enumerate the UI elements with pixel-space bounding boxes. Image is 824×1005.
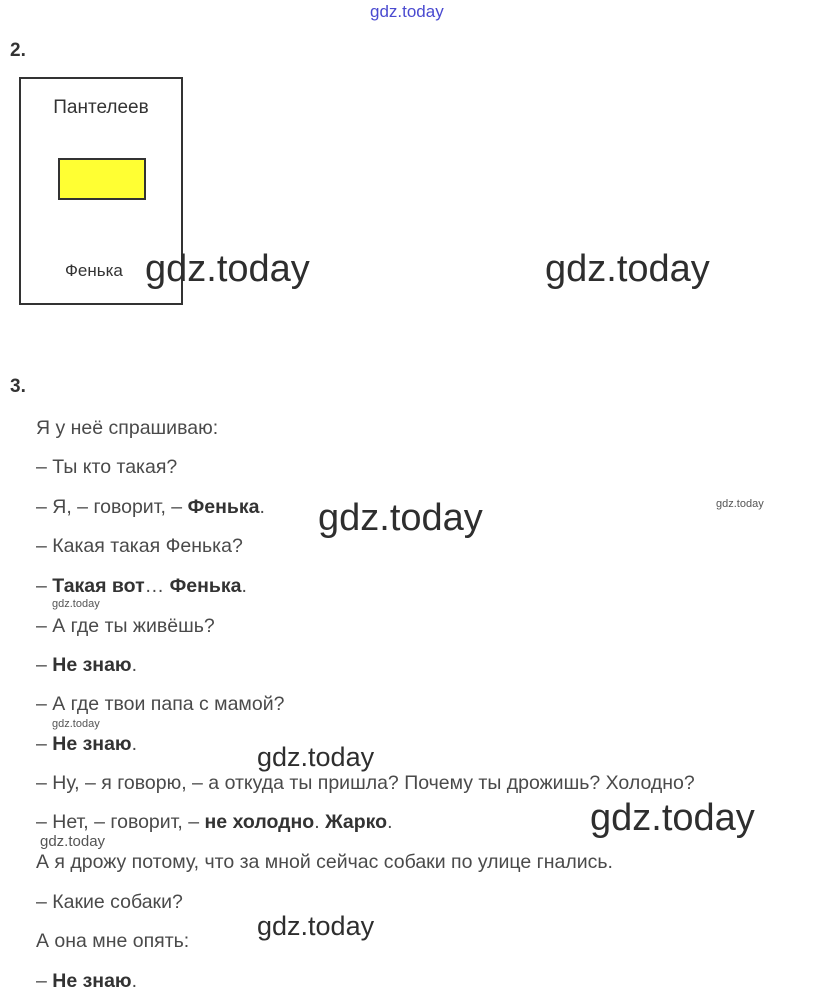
line-text: . <box>131 733 138 755</box>
dialogue-line <box>36 615 215 638</box>
bold-answer: Жарко <box>325 811 388 833</box>
dialogue-line <box>36 456 177 479</box>
dialogue-line <box>36 930 189 953</box>
watermark: gdz.today <box>52 598 100 610</box>
dialogue-line <box>36 733 137 756</box>
line-text: – <box>36 575 53 597</box>
book-cover-rectangle <box>58 158 146 200</box>
line-text: Я у неё спрашиваю: <box>36 417 219 439</box>
watermark-top: gdz.today <box>370 2 444 21</box>
line-text: . <box>131 654 138 676</box>
line-text: – Я, – говорит, – <box>36 496 188 518</box>
watermark: gdz.today <box>40 833 106 850</box>
watermark: gdz.today <box>545 248 710 290</box>
dialogue-line <box>36 417 218 440</box>
line-text: – <box>36 654 53 676</box>
bold-answer: Фенька <box>187 496 260 518</box>
watermark: gdz.today <box>52 718 100 730</box>
watermark: gdz.today <box>716 498 764 510</box>
line-text: – А где ты живёшь? <box>36 615 215 637</box>
task-number-2: 2. <box>10 40 26 61</box>
dialogue-line <box>36 535 243 558</box>
bold-answer: не холодно <box>204 811 315 833</box>
bold-answer: Не знаю <box>52 733 132 755</box>
bold-answer: Фенька <box>169 575 242 597</box>
line-text: . <box>259 496 265 518</box>
dialogue-line <box>36 693 284 716</box>
watermark: gdz.today <box>257 911 375 941</box>
line-text: – Ну, – я говорю, – а откуда ты пришла? Почему ты дрожишь? Холодно? <box>36 772 695 794</box>
dialogue-line <box>36 891 183 914</box>
dialogue-line <box>36 772 695 795</box>
watermark: gdz.today <box>145 248 310 290</box>
line-text: – Ты кто такая? <box>36 456 178 478</box>
dialogue-line <box>36 654 137 677</box>
dialogue-line <box>36 851 613 874</box>
bold-answer: Не знаю <box>52 654 132 676</box>
dialogue-line <box>36 575 247 598</box>
line-text: . <box>314 811 326 833</box>
line-text: … <box>144 575 170 597</box>
line-text: – Какая такая Фенька? <box>36 535 243 557</box>
line-text: А я дрожу потому, что за мной сейчас собаки по улице гнались. <box>36 851 613 873</box>
line-text: – <box>36 733 53 755</box>
dialogue-line <box>36 811 393 834</box>
dialogue-line <box>36 970 137 993</box>
task-number-3: 3. <box>10 376 26 397</box>
bold-answer: Не знаю <box>52 970 132 992</box>
watermark: gdz.today <box>590 797 755 839</box>
line-text: . <box>131 970 138 992</box>
dialogue-line <box>36 496 265 519</box>
line-text: – Нет, – говорит, – <box>36 811 205 833</box>
line-text: . <box>387 811 393 833</box>
line-text: А она мне опять: <box>36 930 190 952</box>
line-text: – Какие собаки? <box>36 891 183 913</box>
line-text: . <box>241 575 247 597</box>
line-text: – <box>36 970 53 992</box>
watermark: gdz.today <box>257 742 375 772</box>
book-title: Фенька <box>65 261 123 280</box>
line-text: – А где твои папа с мамой? <box>36 693 285 715</box>
bold-answer: Такая вот <box>52 575 145 597</box>
watermark: gdz.today <box>318 497 483 539</box>
book-author: Пантелеев <box>53 97 149 118</box>
